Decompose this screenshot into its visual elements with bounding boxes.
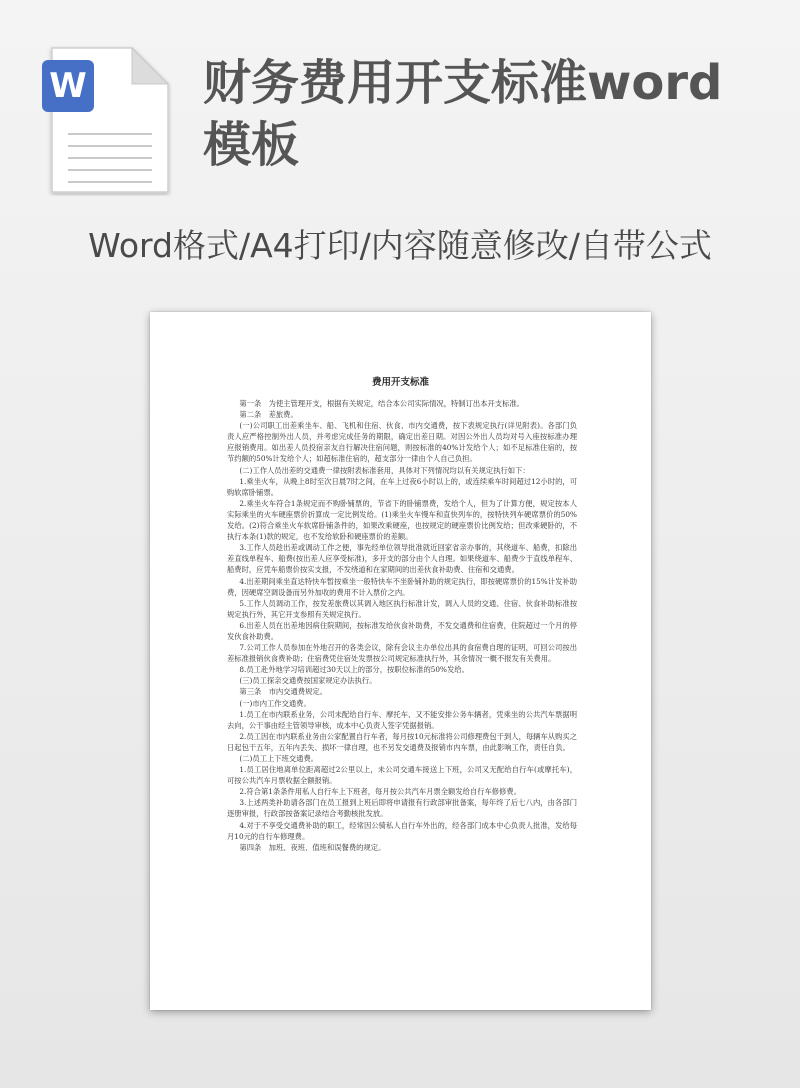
- doc-paragraph: 3.工作人员趁出差或调动工作之便，事先经单位领导批准就近回家省亲办事的，其绕道车、船费，扣除出差直线单程车、船费(按出差人应享受标准)，多开支的部分由个人自理。如果绕道车、船费少于直线单程车、船费时，应凭车船票价按实支报，不发绕道和在家期间的出差伙食补助费、住宿和交通费。: [227, 543, 577, 575]
- word-letter: W: [49, 66, 87, 106]
- doc-paragraph: 4.对于不享受交通费补助的职工，经常因公骑私人自行车外出的，经各部门成本中心负责人批准，发给每月10元的自行车修理费。: [227, 820, 577, 841]
- doc-paragraph: 7.公司工作人员参加在外地召开的各类会议，除有会议主办单位出具的食宿费自理的证明，可回公司按出差标准报销伙食费补助；住宿费凭住宿处发票按公司规定标准执行外，其余情况一概不报发有关费用。: [227, 643, 577, 664]
- doc-paragraph: (二)员工上下班交通费。: [239, 754, 319, 763]
- doc-paragraph: 2.乘坐火车符合1条规定而不购卧铺票的，节省下的卧铺票费，发给个人，但为了计算方便，规定按本人实际乘坐的火车硬座票价折算成一定比例发给。(1)乘坐火车慢车和直快列车的，按特快列车硬席票价的50%发给。(2)符合乘坐火车软席卧铺条件的，如果改乘硬座，也按规定的硬座票价比例发给；但改乘硬卧的，不执行本条(1)款的规定，也不发给软卧和硬座票价的差额。: [227, 498, 577, 542]
- doc-paragraph: 1.员工居住地离单位距离超过2公里以上，未公司交通车接送上下班，公司又无配给自行车(或摩托车)，可按公共汽车月票收据全额报销。: [227, 765, 577, 786]
- doc-paragraph: 第一条 为使主管理开支，根据有关规定，结合本公司实际情况，特制订出本开支标准。: [239, 399, 524, 408]
- doc-paragraph: (一)公司职工出差乘坐车、船、飞机和住宿、伙食、市内交通费，按下表规定执行(详见附表)。各部门负责人应严格控制外出人员，并考虑完成任务的期限，确定出差日期。对因公外出人员均对号入座按标准办理应报销费用。如出差人员投宿亲友自行解决住宿问题，则按标准的40%计发给个人；如不足标准住宿的，按节约额的50%计发给个人；如超标准住宿的，超支部分一律由个人自己负担。: [227, 421, 577, 464]
- doc-paragraph: 5.工作人员调动工作，按发差旅费以其调入地区执行标准计发，调入人员的交通、住宿、伙食补助标准按规定执行外，其它开支参照有关规定执行。: [227, 598, 577, 619]
- doc-paragraph: 2.符合第1条条件用私人自行车上下班者，每月按公共汽车月票全额发给自行车修修费。: [239, 787, 521, 797]
- doc-paragraph: 3.上述两类补助请各部门在员工报到上班后即将申请报有行政部审批备案，每年终了后七八内，由各部门逐册审报，行政部按备案记录结合考勤核批发放。: [227, 798, 577, 819]
- doc-paragraph: 1.乘坐火车，从晚上8时至次日晨7时之间，在车上过夜6小时以上的，或连续乘车时间超过12小时的，可购软席卧铺票。: [227, 476, 577, 497]
- doc-paragraph: 1.员工在市内联系业务，公司未配给自行车、摩托车、又不能安排公务车辆者，凭乘坐的公共汽车票据明去向，公干事由经主管领导审核，成本中心负责人签字凭据报销。: [227, 709, 577, 730]
- document-preview: [150, 312, 651, 1010]
- doc-paragraph: 4.出差期间乘坐直达特快车暂按乘坐一般特快车不坐卧铺补助的规定执行，即按硬席票价的15%计发补助费，因硬席空调设备而另外加收的费用不计入票价之内。: [227, 576, 577, 597]
- doc-paragraph: 第三条 市内交通费规定。: [239, 687, 327, 697]
- doc-paragraph: (一)市内工作交通费。: [239, 698, 311, 708]
- page-subtitle: Word格式/A4打印/内容随意修改/自带公式: [88, 226, 712, 265]
- doc-paragraph: 第二条 差旅费。: [239, 410, 298, 420]
- doc-paragraph: 2.员工因在市内联系业务由公家配置自行车者，每月按10元标准将公司修理费包干到人，每辆车从购买之日起包干五年，五年内丢失、损坏一律自理，也不另发交通费及报销市内车票，由此影响工作，责任自负。: [227, 731, 577, 752]
- doc-paragraph: 8.员工赴外地学习培训超过30天以上的部分，按职位标准的50%发给。: [239, 665, 469, 675]
- doc-paragraph: (三)员工探亲交通费按国家规定办法执行。: [239, 676, 377, 686]
- document-title: 费用开支标准: [371, 377, 429, 388]
- document-body: [227, 398, 577, 853]
- word-file-icon: [42, 46, 172, 196]
- doc-paragraph: (二)工作人员出差的交通费一律按附表标准套用，具体对下列情况均以有关规定执行如下：: [239, 465, 530, 475]
- doc-paragraph: 6.出差人员在出差地因病住院期间，按标准发给伙食补助费，不发交通费和住宿费，住院超过一个月的停发伙食补助费。: [227, 620, 577, 641]
- doc-paragraph: 第四条 加班、夜班、值班和误餐费的规定。: [239, 842, 386, 852]
- page-title: 财务费用开支标准word模板: [203, 55, 723, 173]
